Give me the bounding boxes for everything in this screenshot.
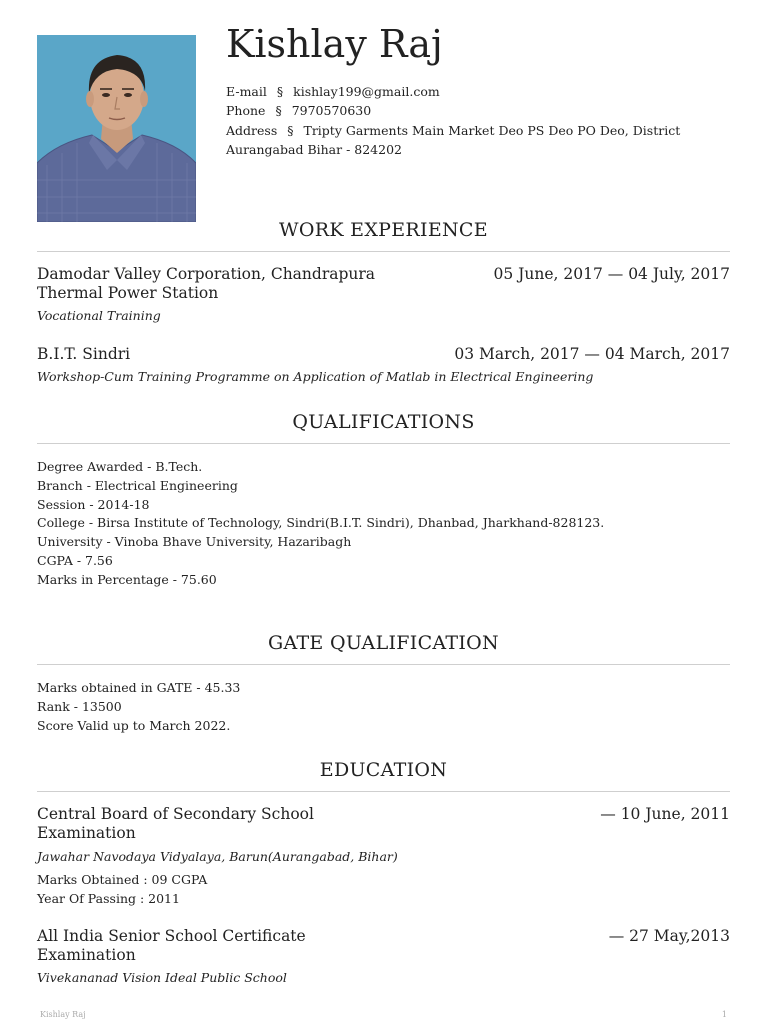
education-heading: EDUCATION (319, 759, 448, 781)
email-separator: § (276, 84, 284, 99)
education-detail-line: Marks Obtained : 09 CGPA (37, 872, 208, 887)
education-entry-1-date: — 10 June, 2011 (600, 805, 730, 823)
address-line (226, 121, 696, 140)
profile-photo-illustration (37, 35, 196, 222)
address-label: Address (226, 122, 278, 138)
work-entry-1-dates: 05 June, 2017 — 04 July, 2017 (493, 265, 730, 283)
qualification-line: Degree Awarded - B.Tech. (37, 459, 203, 474)
qualifications-list (37, 458, 727, 590)
qualification-line: CGPA - 7.56 (37, 552, 113, 568)
address-separator: § (287, 122, 294, 138)
address-value-line1: Tripty Garments Main Market Deo PS Deo PO Deo, District (303, 122, 681, 138)
gate-heading: GATE QUALIFICATION (268, 632, 499, 654)
footer-name: Kishlay Raj (40, 1010, 86, 1019)
gate-line: Score Valid up to March 2022. (37, 717, 231, 733)
work-entry-2-dates: 03 March, 2017 — 04 March, 2017 (454, 345, 730, 363)
qualification-line: College - Birsa Institute of Technology, Sindri(B.I.T. Sindri), Dhanbad, Jharkhand-828123. (37, 515, 605, 531)
education-entry-1-school: Jawahar Navodaya Vidyalaya, Barun(Aurangabad, Bihar) (37, 849, 398, 864)
education-entry-2-school: Vivekananad Vision Ideal Public School (37, 970, 287, 985)
qualification-line: University - Vinoba Bhave University, Hazaribagh (37, 534, 352, 550)
phone-label: Phone (226, 103, 266, 119)
contact-block (226, 82, 696, 159)
work-experience-heading: WORK EXPERIENCE (279, 219, 488, 241)
work-entry-2-role: Workshop-Cum Training Programme on Application of Matlab in Electrical Engineering (37, 369, 594, 384)
qualification-line: Branch - Electrical Engineering (37, 477, 238, 493)
gate-line: Marks obtained in GATE - 45.33 (37, 680, 241, 695)
page-number: 1 (721, 1010, 727, 1019)
email-line (226, 82, 696, 101)
email-value[interactable]: kishlay199@gmail.com (293, 84, 440, 99)
education-detail-line: Year Of Passing : 2011 (37, 890, 180, 906)
address-value-line2: Aurangabad Bihar - 824202 (226, 141, 402, 157)
phone-value: 7970570630 (291, 103, 372, 119)
gate-line: Rank - 13500 (37, 698, 122, 714)
gate-divider (37, 664, 730, 665)
work-entry-1-role: Vocational Training (37, 308, 161, 323)
work-entry-2-org: B.I.T. Sindri (37, 345, 131, 363)
work-experience-divider (37, 251, 730, 252)
profile-photo (37, 35, 196, 222)
phone-separator: § (275, 103, 282, 119)
qualifications-divider (37, 443, 730, 444)
qualification-line: Session - 2014-18 (37, 496, 150, 512)
education-entry-2-date: — 27 May,2013 (608, 927, 730, 945)
education-entry-2-title: All India Senior School Certificate Examination (37, 927, 306, 964)
education-divider (37, 791, 730, 792)
education-entry-1-title: Central Board of Secondary School Examination (37, 805, 314, 842)
gate-list (37, 679, 727, 735)
candidate-name: Kishlay Raj (226, 22, 443, 66)
qualifications-heading: QUALIFICATIONS (292, 411, 475, 433)
phone-line (226, 101, 696, 120)
qualification-line: Marks in Percentage - 75.60 (37, 571, 217, 587)
education-entry-1-details (37, 871, 727, 909)
email-label: E-mail (226, 84, 267, 99)
work-entry-1-org: Damodar Valley Corporation, Chandrapura Thermal Power Station (37, 265, 376, 302)
